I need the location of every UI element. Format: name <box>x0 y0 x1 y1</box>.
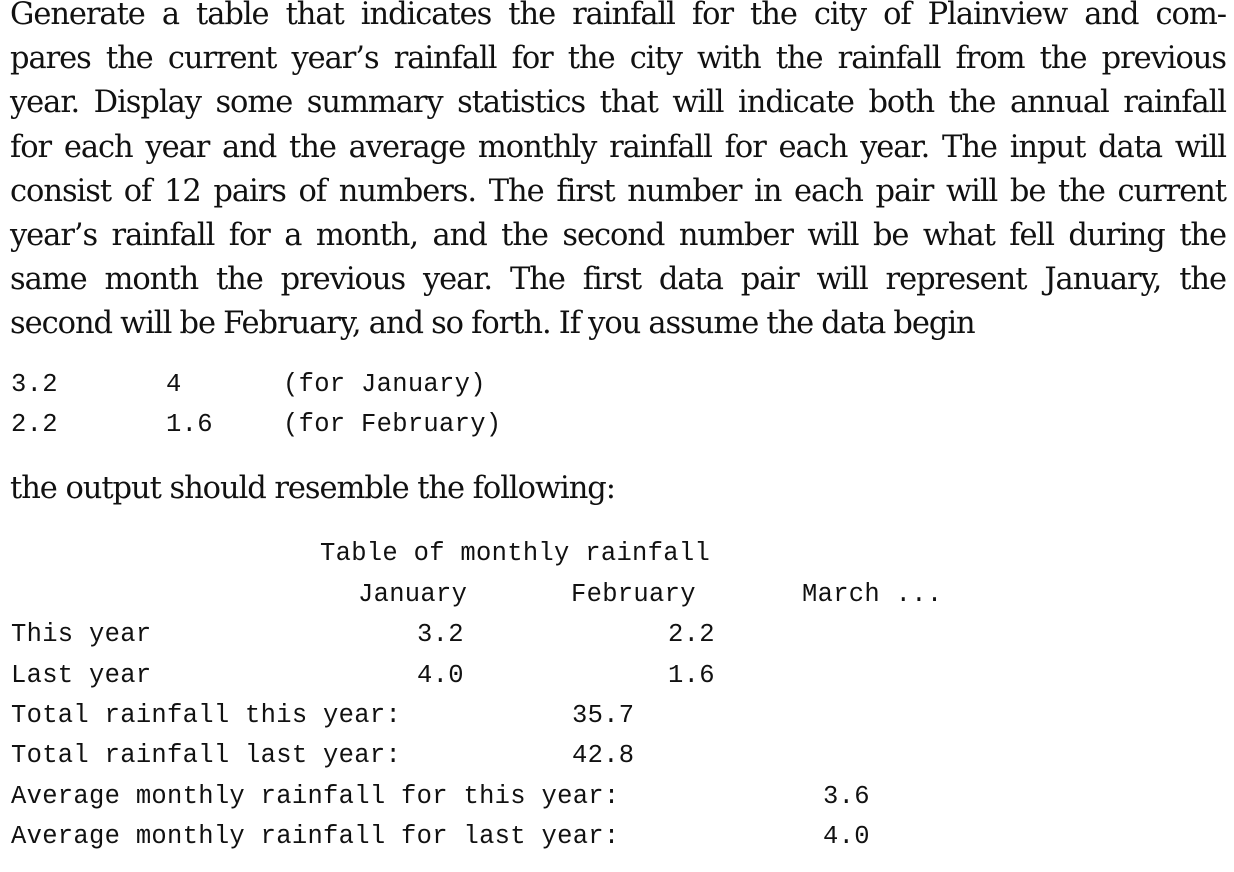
paragraph-line: Generate a table that indicates the rainfall for the city of Plainview and com- <box>10 0 1226 32</box>
paragraph-line: year. Display some summary statistics that will indicate both the annual rainfall <box>10 85 1226 121</box>
row-label: This year <box>11 620 152 649</box>
total-value: 35.7 <box>572 701 635 730</box>
input-this-year-value: 2.2 <box>11 410 58 439</box>
paragraph-line: consist of 12 pairs of numbers. The first number in each pair will be the current <box>10 173 1226 209</box>
total-label: Total rainfall last year: <box>11 741 402 770</box>
input-this-year-value: 3.2 <box>11 370 58 399</box>
paragraph-line: pares the current year’s rainfall for the city with the rainfall from the previous <box>10 41 1226 77</box>
row-label: Last year <box>11 661 152 690</box>
input-last-year-value: 4 <box>166 370 182 399</box>
row-value: 4.0 <box>417 661 464 690</box>
row-value: 2.2 <box>668 620 715 649</box>
input-month-note: (for February) <box>283 410 502 439</box>
month-header: January <box>358 580 468 609</box>
input-last-year-value: 1.6 <box>166 410 213 439</box>
input-month-note: (for January) <box>283 370 486 399</box>
output-table-title: Table of monthly rainfall <box>320 539 711 568</box>
paragraph-line: same month the previous year. The first data pair will represent January, the <box>10 262 1226 298</box>
average-label: Average monthly rainfall for last year: <box>11 822 620 851</box>
average-label: Average monthly rainfall for this year: <box>11 782 620 811</box>
average-value: 4.0 <box>823 822 870 851</box>
row-value: 1.6 <box>668 661 715 690</box>
paragraph-line: second will be February, and so forth. If you assume the data begin <box>10 306 975 342</box>
problem-description <box>10 0 1226 347</box>
total-value: 42.8 <box>572 741 635 770</box>
total-label: Total rainfall this year: <box>11 701 402 730</box>
output-intro: the output should resemble the following: <box>10 471 616 506</box>
month-header: February <box>571 580 696 609</box>
month-header: March ... <box>802 580 943 609</box>
paragraph-line: for each year and the average monthly rainfall for each year. The input data will <box>10 129 1226 165</box>
average-value: 3.6 <box>823 782 870 811</box>
paragraph-line: year’s rainfall for a month, and the second number will be what fell during the <box>10 218 1226 254</box>
row-value: 3.2 <box>417 620 464 649</box>
